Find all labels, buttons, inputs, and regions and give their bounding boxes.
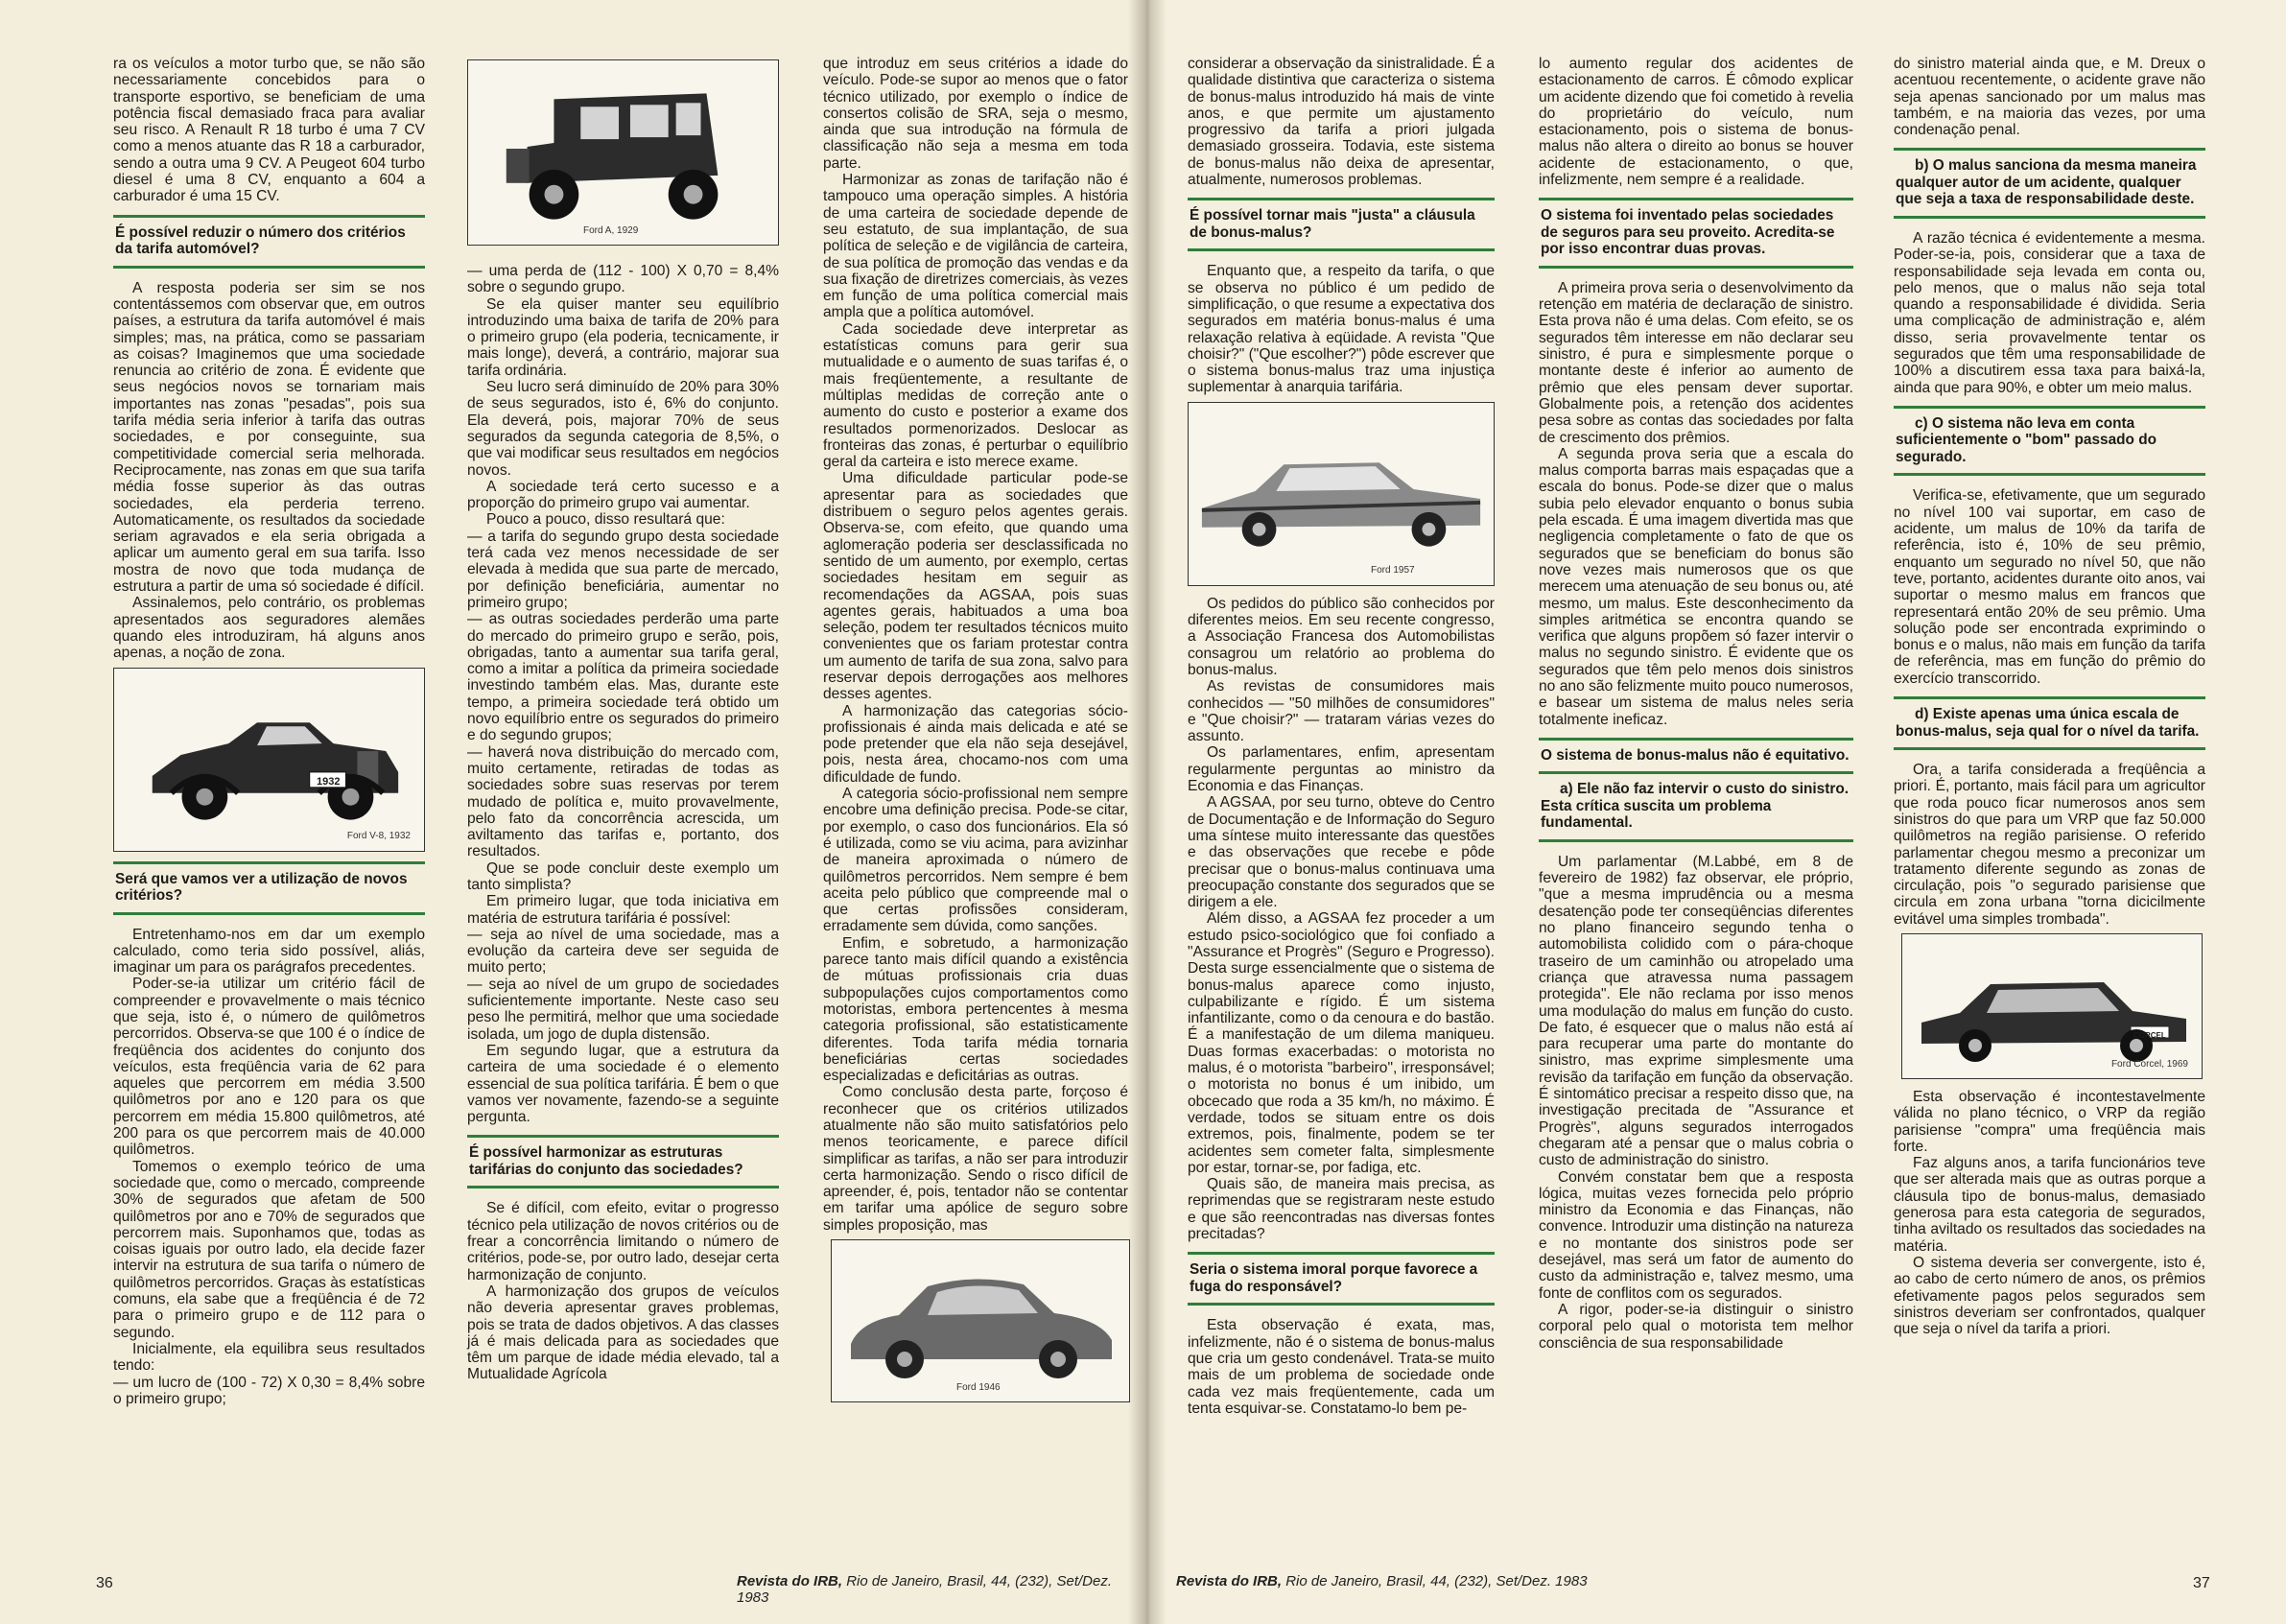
paragraph: Que se pode concluir deste exemplo um tanto simplista?: [467, 859, 779, 893]
left-column-2: [467, 56, 779, 1383]
section-heading: É possível tornar mais "justa" a cláusula de bonus-malus?: [1188, 198, 1495, 251]
paragraph: Harmonizar as zonas de tarifação não é tampouco uma operação simples. A história de uma carteira de sociedade depende de seu estatuto, de sua implantação, de sua política de seleção e de vigilância de carteira, de sua política de promoção das vendas e da sua fixação de diretrizes comerciais, às vezes em função de uma política comercial mais ampla que a política automóvel.: [823, 172, 1128, 321]
paragraph: Se ela quiser manter seu equilíbrio introduzindo uma baixa de tarifa de 20% para o primeiro grupo (ela poderia, tecnicamente, ir mais longe), deverá, a contrário, majorar sua tarifa ordinária.: [467, 295, 779, 379]
paragraph: Se é difícil, com efeito, evitar o progresso técnico pela utilização de novos critérios ou de frear a concorrência limitando o número de critérios, pode-se, por outro lado, desejar certa harmonização de conjunto.: [467, 1200, 779, 1283]
paragraph: A sociedade terá certo sucesso e a proporção do primeiro grupo vai aumentar.: [467, 478, 779, 512]
car-illustration: [114, 669, 424, 851]
paragraph: Ora, a tarifa considerada a freqüência a priori. É, portanto, mais fácil para um agricultor que roda pouco ficar numerosos anos sem sinistros do que para um VRP que faz 50.000 quilômetros na região parisiense. O referido parlamentar chegou mesmo a preconizar um tratamento diferente segundo as zonas de circulação, pois "o segurado parisiense que circula em zona urbana "torna dicicilmente evitável uma simples trombada".: [1894, 762, 2205, 928]
sub-heading: b) O malus sanciona da mesma maneira qualquer autor de um acidente, qualquer que seja a taxa de responsabilidade deste.: [1894, 148, 2205, 219]
paragraph: A harmonização das categorias sócio-profissionais é ainda mais delicada e até se pode pretender que ela não seja desejável, pois, nesta área, chocamo-nos com uma dificuldade de fundo.: [823, 702, 1128, 786]
paragraph: Convém constatar bem que a resposta lógica, muitas vezes fornecida pelo próprio ministro da Economia e das Finanças, não convence. Introduzir uma distinção na natureza e no montante dos sinistros pode ser desejável, mas será um fator de aumento do custo da administração e, talvez mesmo, uma fonte de conflitos com os segurados.: [1539, 1168, 1853, 1302]
car-photo-ford-1946: [831, 1239, 1130, 1402]
paragraph: — um lucro de (100 - 72) X 0,30 = 8,4% sobre o primeiro grupo;: [113, 1374, 425, 1407]
paragraph: do sinistro material ainda que, e M. Dreux o acentuou recentemente, o acidente grave não seja apenas sancionado por um malus mas também, e na maioria das vezes, por uma condenação penal.: [1894, 56, 2205, 139]
right-column-2: [1539, 56, 1853, 1352]
paragraph: — seja ao nível de uma sociedade, mas a evolução da carteira deve ser seguida de muito perto;: [467, 926, 779, 977]
right-column-3: [1894, 56, 2205, 1337]
paragraph: Pouco a pouco, disso resultará que:: [486, 511, 725, 529]
footer-details: Rio de Janeiro, Brasil, 44, (232), Set/Dez. 1983: [737, 1573, 1112, 1606]
paragraph: A primeira prova seria o desenvolvimento da retenção em matéria de declaração de sinistro. Esta prova não é uma delas. Com efeito, se os segurados têm interesse em não declarar seu sinistro, é pura e simplesmente porque o montante deste é inferior ao aumento de prêmio que eles pensam dever suportar. Globalmente pois, a retenção dos acidentes pesa sobre as contas das sociedades por falta de crescimento dos prêmios.: [1539, 279, 1853, 446]
paragraph: Em segundo lugar, que a estrutura da carteira de uma sociedade é o elemento essencial de sua política tarifária. É bem o que vamos ver novamente, fazendo-se a seguinte pergunta.: [467, 1042, 779, 1126]
paragraph: — a tarifa do segundo grupo desta sociedade terá cada vez menos necessidade de ser elevada à medida que sua parte de mercado, por definição beneficiária, aumentar no primeiro grupo;: [467, 528, 779, 611]
paragraph: Em primeiro lugar, que toda iniciativa em matéria de estrutura tarifária é possível:: [467, 893, 779, 927]
photo-caption: Ford A, 1929: [583, 224, 639, 236]
car-illustration: [832, 1240, 1129, 1401]
paragraph: Entretenhamo-nos em dar um exemplo calculado, como teria sido possível, aliás, imaginar um para os parágrafos precedentes.: [113, 926, 425, 977]
paragraph: Inicialmente, ela equilibra seus resultados tendo:: [113, 1340, 425, 1375]
license-plate: CORCEL: [2133, 1030, 2166, 1040]
section-heading: Seria o sistema imoral porque favorece a fuga do responsável?: [1188, 1252, 1495, 1306]
car-photo-ford-a: [467, 59, 779, 246]
left-column-3: [823, 56, 1128, 1412]
paragraph: Enfim, e sobretudo, a harmonização parece tanto mais difícil quando a existência de mútuas profissionais cria duas subpopulações cujos comportamentos como motoristas, embora pertencentes à mesma categoria profissional, são estatisticamente diferentes. Toda tarifa média tornaria beneficiárias certas sociedades especializadas e deficitárias as outras.: [823, 934, 1128, 1085]
paragraph: — as outras sociedades perderão uma parte do mercado do primeiro grupo e serão, pois, obrigadas, tanto a aumentar sua tarifa geral, como a imitar a política da primeira sociedade investindo também elas. Mas, durante este tempo, a primeira sociedade terá obtido um novo equilíbrio entre os segurados do primeiro e do segundo grupos;: [467, 611, 779, 744]
paragraph: A rigor, poder-se-ia distinguir o sinistro corporal pelo qual o motorista tem melhor consciência de sua responsabilidade: [1539, 1301, 1853, 1352]
paragraph: Poder-se-ia utilizar um critério fácil de compreender e provavelmente o mais técnico que seja, isto é, o número de quilômetros percorridos. Observa-se que 100 é o índice de freqüência dos acidentes do conjunto dos veículos, esta freqüência varia de 62 para aqueles que percorrem em média 3.500 quilômetros por ano e 120 para os que percorrem em média 15.800 quilômetros, até 200 para os que percorrem mais de 40.000 quilômetros.: [113, 976, 425, 1159]
paragraph: Os pedidos do público são conhecidos por diferentes meios. Em seu recente congresso, a Associação Francesa dos Automobilistas consagrou um relatório ao problema do bonus-malus.: [1188, 595, 1495, 678]
paragraph: Quais são, de maneira mais precisa, as reprimendas que se registraram neste estudo e que são reencontradas nas diversas fontes precitadas?: [1188, 1176, 1495, 1243]
photo-caption: Ford Corcel, 1969: [2110, 1058, 2188, 1070]
left-column-1: [113, 56, 425, 1407]
section-heading: O sistema de bonus-malus não é equitativo.: [1539, 738, 1853, 775]
paragraph: Enquanto que, a respeito da tarifa, o que se observa no público é um pedido de simplificação, o que resume a expectativa dos segurados em matéria bonus-malus é uma relaxação relativa à eqüidade. A revista "Que choisir?" ("Que escolher?") pôde escrever que o sistema bonus-malus traz uma injustiça suplementar à anarquia tarifária.: [1188, 263, 1495, 396]
paragraph: — seja ao nível de um grupo de sociedades suficientemente importante. Neste caso seu peso lhe permitirá, melhor que uma sociedade isolada, um jogo de dupla distensão.: [467, 976, 779, 1043]
photo-caption: Ford 1946: [956, 1381, 1001, 1393]
car-photo-ford-corcel: [1901, 933, 2203, 1079]
right-page: [1147, 0, 2286, 1624]
car-illustration: [1189, 403, 1494, 585]
paragraph: Esta observação é exata, mas, infelizmente, não é o sistema de bonus-malus que cria um gesto condenável. Trata-se muito mais de um problema de sociedade onde cada vez mais freqüentemente, cada um tenta esquivar-se. Constatamo-lo bem pe-: [1188, 1317, 1495, 1417]
paragraph: A harmonização dos grupos de veículos não deveria apresentar graves problemas, pois se trata de dados objetivos. A das classes já é mais delicada para as sociedades que têm um parque de idade média elevado, tal a Mutualidade Agrícola: [467, 1283, 779, 1383]
paragraph: ra os veículos a motor turbo que, se não são necessariamente concebidos para o transporte esportivo, se beneficiam de uma potência fiscal demasiado fraca para avaliar seu risco. A Renault R 18 turbo é uma 7 CV como a menos atuante das R 18 a carburador, sendo a outra uma 9 CV. A Peugeot 604 turbo diesel é uma 8 CV, enquanto a 604 a carburador é uma 15 CV.: [113, 56, 425, 205]
paragraph: Uma dificuldade particular pode-se apresentar para as sociedades que distribuem o seguro pelos agentes gerais. Observa-se, com efeito, que quando uma aglomeração poderia ser desclassificada no sentido de um aumento, por exemplo, certas sociedades hesitam em seguir as recomendações da AGSAA, pois suas agentes gerais, habituados a uma boa seleção, podem ter resultados técnicos muito convenientes que os fariam protestar contra um aumento de tarifa de sua zona, salvo para reservar depois derrogações aos melhores desses agentes.: [823, 470, 1128, 703]
paragraph: Além disso, a AGSAA fez proceder a um estudo psico-sociológico que foi confiado a "Assurance et Progrès" (Seguro e Progresso). Desta surge essencialmente que o sistema de bonus-malus aparece como injusto, culpabilizante e rígido. É um sistema infantilizante, como o da cenoura e do bastão. É a manifestação de um dilema maniqueu. Duas formas exacerbadas: o motorista no malus, é o motorista "barbeiro", irresponsável; o motorista no bonus é um inibido, um obcecado que roda a 35 km/h, no máximo. É verdade, todos se situam entre os dois extremos, pois, finalmente, podem se ter acidentes sem cometer falta, simplesmente por estar, tornar-se, por fadiga, etc.: [1188, 910, 1495, 1176]
page-number: 37: [2193, 1575, 2210, 1591]
photo-caption: Ford 1957: [1371, 565, 1415, 577]
right-column-1: [1188, 56, 1495, 1417]
paragraph: — haverá nova distribuição do mercado com, muito certamente, retiradas de todas as sociedades sobre suas reservas por terem mudado de política e, muito provavelmente, pelo fato da concorrência acrescida, um aviltamento das tarifas e, portanto, dos resultados.: [467, 743, 779, 860]
car-photo-ford-v8: [113, 668, 425, 852]
paragraph: lo aumento regular dos acidentes de estacionamento de carros. É cômodo explicar um acidente dizendo que foi cometido à revelia do proprietário do veículo, num estacionamento, pois o sistema de bonus-malus não altera o direito ao bonus se houver acidente de estacionamento, o que, infelizmente, nem sempre é a realidade.: [1539, 56, 1853, 189]
paragraph: que introduz em seus critérios a idade do veículo. Pode-se supor ao menos que o fator técnico utilizado, por exemplo o índice de consertos colisão de SRA, seja o mesmo, ainda que sua introdução na fórmula de classificação não seja a mesma em toda parte.: [823, 56, 1128, 172]
sub-heading: c) O sistema não leva em conta suficientemente o "bom" passado do segurado.: [1894, 406, 2205, 477]
footer-journal: Revista do IRB,: [1176, 1573, 1283, 1589]
paragraph: Esta observação é incontestavelmente válida no plano técnico, o VRP da região parisiense "compra" uma freqüência mais forte.: [1894, 1088, 2205, 1155]
page-footer: [1176, 1573, 1588, 1589]
paragraph: Como conclusão desta parte, forçoso é reconhecer que os critérios utilizados atualmente não são muito satisfatórios pelo menos teoricamente, e parece difícil simplificar as tarifas, a não ser para introduzir certa harmonização. Sendo o risco difícil de apreender, é, pois, tentador não se contentar em tarifar uma apólice de seguro sobre simples proposição, mas: [823, 1084, 1128, 1234]
paragraph: Assinalemos, pelo contrário, os problemas apresentados aos seguradores alemães quando eles introduziram, há alguns anos apenas, a noção de zona.: [113, 595, 425, 662]
page-footer: [737, 1573, 1147, 1606]
paragraph: As revistas de consumidores mais conhecidos — "50 milhões de consumidores" e "Que choisir?" — trataram várias vezes do assunto.: [1188, 678, 1495, 745]
paragraph: A razão técnica é evidentemente a mesma. Poder-se-ia, pois, considerar que a taxa de responsabilidade seja levada em conta ou, pelo menos, que o malus não seja total quando a responsabilidade é dividida. Seria uma complicação de administração e, além disso, seria provavelmente tentar os segurados que têm uma responsabilidade de 100% a discutirem essa taxa para baixá-la, ainda que para 90%, e obter um meio malus.: [1894, 229, 2205, 396]
paragraph: Seu lucro será diminuído de 20% para 30% de seus segurados, isto é, 6% do conjunto. Ela deverá, pois, majorar 70% de seus segurados da segunda categoria de 8,5%, o que vai modificar seus resultados em negócios novos.: [467, 379, 779, 479]
paragraph: A segunda prova seria que a escala do malus comporta barras mais espaçadas que a escala do bonus. Pode-se dizer que o malus subia pelo elevador enquanto o bonus subia pela escada. É uma imagem divertida mas que negligencia completamente o fato de que os segurados que se beneficiam do bonus são nove vezes mais numerosos que os que merecem uma atenuação de seu bonus ou, até mesmo, um malus. Este desconhecimento da simples aritmética se encontra quando se verifica que alguns propõem só fazer intervir o malus no segundo sinistro. É evidente que os segurados que têm pelo menos dois sinistros no ano são felizmente muito pouco numerosos, e basear um sistema de malus neles seria totalmente ineficaz.: [1539, 445, 1853, 728]
car-photo-ford-1957: [1188, 402, 1495, 586]
paragraph: Tomemos o exemplo teórico de uma sociedade que, como o mercado, compreende 30% de segurados que afetam de 500 quilômetros por ano e 70% de segurados que percorrem mais. Suponhamos que, todas as coisas iguais por outro lado, ela decide fazer intervir na estrutura de sua tarifa o número de quilômetros percorridos. Graças às estatísticas comuns, ela sabe que a freqüência é de 72 para o primeiro grupo e de 112 para o segundo.: [113, 1158, 425, 1341]
section-heading: É possível reduzir o número dos critérios da tarifa automóvel?: [113, 215, 425, 269]
paragraph: A AGSAA, por seu turno, obteve do Centro de Documentação e de Informação do Seguro uma síntese muito interessante das questões e das observações que recebe e pôde precisar que o bonus-malus continuava uma preocupação constante dos segurados que se dirigem a ele.: [1188, 794, 1495, 911]
paragraph: Um parlamentar (M.Labbé, em 8 de fevereiro de 1982) faz observar, ele próprio, "que a mesma imprudência ou a mesma desatenção pode ter conseqüências diferentes no plano financeiro segundo tenha o automobilista colidido com o pára-choque traseiro de um caminhão ou atropelado uma criança que atravessa numa passagem protegida". Ele não reclama por isso menos uma modulação do malus em função do custo. De fato, é esquecer que o malus não está aí para recuperar uma parte do montante do sinistro, mas exprime simplesmente uma revisão da tarifação em função da observação. É sintomático precisar a respeito disso que, na investigação precitada de "Assurance et Progrès", alguns segurados interrogados chegaram até a pensar que o malus cobria o custo de administração do sinistro.: [1539, 853, 1853, 1169]
paragraph: Os parlamentares, enfim, apresentam regularmente perguntas ao ministro da Economia e das Finanças.: [1188, 744, 1495, 795]
section-heading: O sistema foi inventado pelas sociedades de seguros para seu proveito. Acredita-se por isso encontrar duas provas.: [1539, 198, 1853, 269]
page-number: 36: [96, 1575, 113, 1591]
car-illustration: [468, 60, 778, 245]
footer-journal: Revista do IRB,: [737, 1573, 843, 1589]
sub-heading: a) Ele não faz intervir o custo do sinistro. Esta crítica suscita um problema fundamental.: [1539, 774, 1853, 842]
paragraph: A resposta poderia ser sim se nos contentássemos com observar que, em outros países, a estrutura da tarifa automóvel é mais simples; mas, na prática, como se passariam as coisas? Imaginemos que uma sociedade renuncia ao critério de zona. É evidente que seus negócios novos se tornariam mais importantes nas zonas "pesadas", pois sua tarifa média seria inferior à tarifa das outras sociedades, e por conseguinte, sua competitividade comercial seria melhorada. Reciprocamente, nas zonas em que sua tarifa média fosse superior às das outras sociedades, ela perderia terreno. Automaticamente, os resultados da sociedade seriam agravados e ela seria obrigada a aplicar um aumento geral em sua tarifa. Isso mostra de novo que toda mudança de estrutura a partir de uma só sociedade é difícil.: [113, 279, 425, 596]
section-heading: É possível harmonizar as estruturas tarifárias do conjunto das sociedades?: [467, 1135, 779, 1189]
paragraph: Verifica-se, efetivamente, que um segurado no nível 100 vai suportar, em caso de acidente, um malus de 10% da tarifa de referência, isto é, 10% de seu prêmio, enquanto um segurado no nível 50, que não teve, portanto, acidentes durante oito anos, vai suportar o mesmo malus em francos que representará então 20% de seu prêmio. Uma solução pode ser encontrada exprimindo o bonus e o malus, não mais em função da tarifa de referência, mas em função do prêmio do exercício transcorrido.: [1894, 487, 2205, 687]
photo-caption: Ford V-8, 1932: [346, 831, 411, 842]
paragraph: Cada sociedade deve interpretar as estatísticas comuns para gerir sua mutualidade e o aumento de suas tarifas é, o mais freqüentemente, a resultante de múltiplas medidas de correção ante o aumento do custo e posterior a exame dos resultados pormenorizados. Deslocar as fronteiras das zonas, é perturbar o equilíbrio geral da carteira e isto merece exame.: [823, 320, 1128, 471]
paragraph: O sistema deveria ser convergente, isto é, ao cabo de certo número de anos, os prêmios efetivamente pagos pelos segurados sem sinistros deveriam ser confrontados, qualquer que seja o nível da tarifa a priori.: [1894, 1254, 2205, 1338]
paragraph: — uma perda de (112 - 100) X 0,70 = 8,4% sobre o segundo grupo.: [467, 263, 779, 296]
paragraph: considerar a observação da sinistralidade. É a qualidade distintiva que caracteriza o sistema de bonus-malus introduzido há mais de vinte anos, e que permite um ajustamento progressivo da tarifa a priori julgada demasiado grosseira. Todavia, este sistema de bonus-malus não deixa de apresentar, atualmente, numerosos problemas.: [1188, 56, 1495, 189]
license-plate: 1932: [317, 775, 341, 788]
section-heading: Será que vamos ver a utilização de novos critérios?: [113, 861, 425, 915]
paragraph: A categoria sócio-profissional nem sempre encobre uma definição precisa. Pode-se citar, por exemplo, o caso dos funcionários. Ela só é utilizada, como se viu acima, para avizinhar de maneira aproximada o número de quilômetros percorridos. Nem sempre é bem aceita pelo público que compreende mal o que certas profissões consideram, erradamente sem dúvida, como sanções.: [823, 786, 1128, 935]
footer-details: Rio de Janeiro, Brasil, 44, (232), Set/Dez. 1983: [1282, 1573, 1588, 1589]
sub-heading: d) Existe apenas uma única escala de bonus-malus, seja qual for o nível da tarifa.: [1894, 696, 2205, 750]
paragraph: Faz alguns anos, a tarifa funcionários teve que ser alterada mais que as outras porque a cláusula tipo de bonus-malus, demasiado generosa para esta categoria de segurados, tinha aviltado os resultados das sociedades na matéria.: [1894, 1155, 2205, 1255]
